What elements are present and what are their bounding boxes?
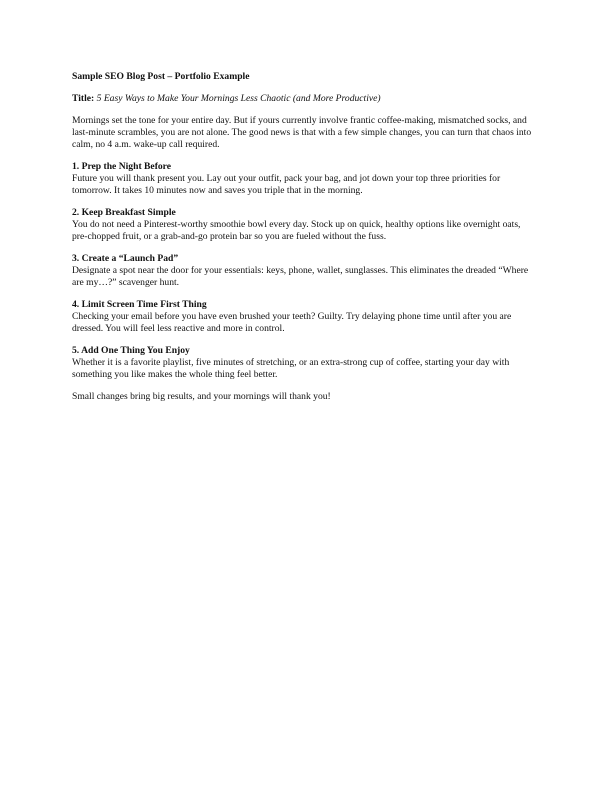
section-heading: 3. Create a “Launch Pad”	[72, 253, 179, 264]
document-page	[72, 71, 538, 413]
section-limit-screen-time	[72, 299, 538, 335]
section-heading: 5. Add One Thing You Enjoy	[72, 345, 190, 356]
section-body: Checking your email before you have even brushed your teeth? Guilty. Try delaying phone time until after you are dressed. You will feel less reactive and more in control.	[72, 311, 512, 334]
section-body: Whether it is a favorite playlist, five minutes of stretching, or an extra-strong cup of coffee, starting your day with something you like makes the whole thing feel better.	[72, 357, 510, 380]
section-body: You do not need a Pinterest-worthy smoothie bowl every day. Stock up on quick, healthy options like overnight oats, pre-chopped fruit, or a grab-and-go protein bar so you are fueled without the fuss.	[72, 219, 521, 242]
title-line	[72, 93, 538, 105]
title-text: 5 Easy Ways to Make Your Mornings Less Chaotic (and More Productive)	[96, 93, 381, 104]
section-heading: 2. Keep Breakfast Simple	[72, 207, 176, 218]
intro-paragraph: Mornings set the tone for your entire day. But if yours currently involve frantic coffee-making, mismatched socks, and last-minute scrambles, you are not alone. The good news is that with a few simple changes, you can turn that chaos into calm, no 4 a.m. wake-up call required.	[72, 115, 532, 150]
closing-paragraph: Small changes bring big results, and your mornings will thank you!	[72, 391, 331, 402]
section-keep-breakfast-simple	[72, 207, 538, 243]
section-prep-night-before	[72, 161, 538, 197]
title-label: Title:	[72, 93, 95, 104]
section-body: Future you will thank present you. Lay out your outfit, pack your bag, and jot down your top three priorities for tomorrow. It takes 10 minutes now and saves you triple that in the morning.	[72, 173, 501, 196]
section-add-one-thing	[72, 345, 538, 381]
section-heading: 1. Prep the Night Before	[72, 161, 172, 172]
document-heading: Sample SEO Blog Post – Portfolio Example	[72, 71, 250, 82]
section-launch-pad	[72, 253, 538, 289]
section-body: Designate a spot near the door for your essentials: keys, phone, wallet, sunglasses. This eliminates the dreaded “Where are my…?” scavenger hunt.	[72, 265, 529, 288]
section-heading: 4. Limit Screen Time First Thing	[72, 299, 207, 310]
